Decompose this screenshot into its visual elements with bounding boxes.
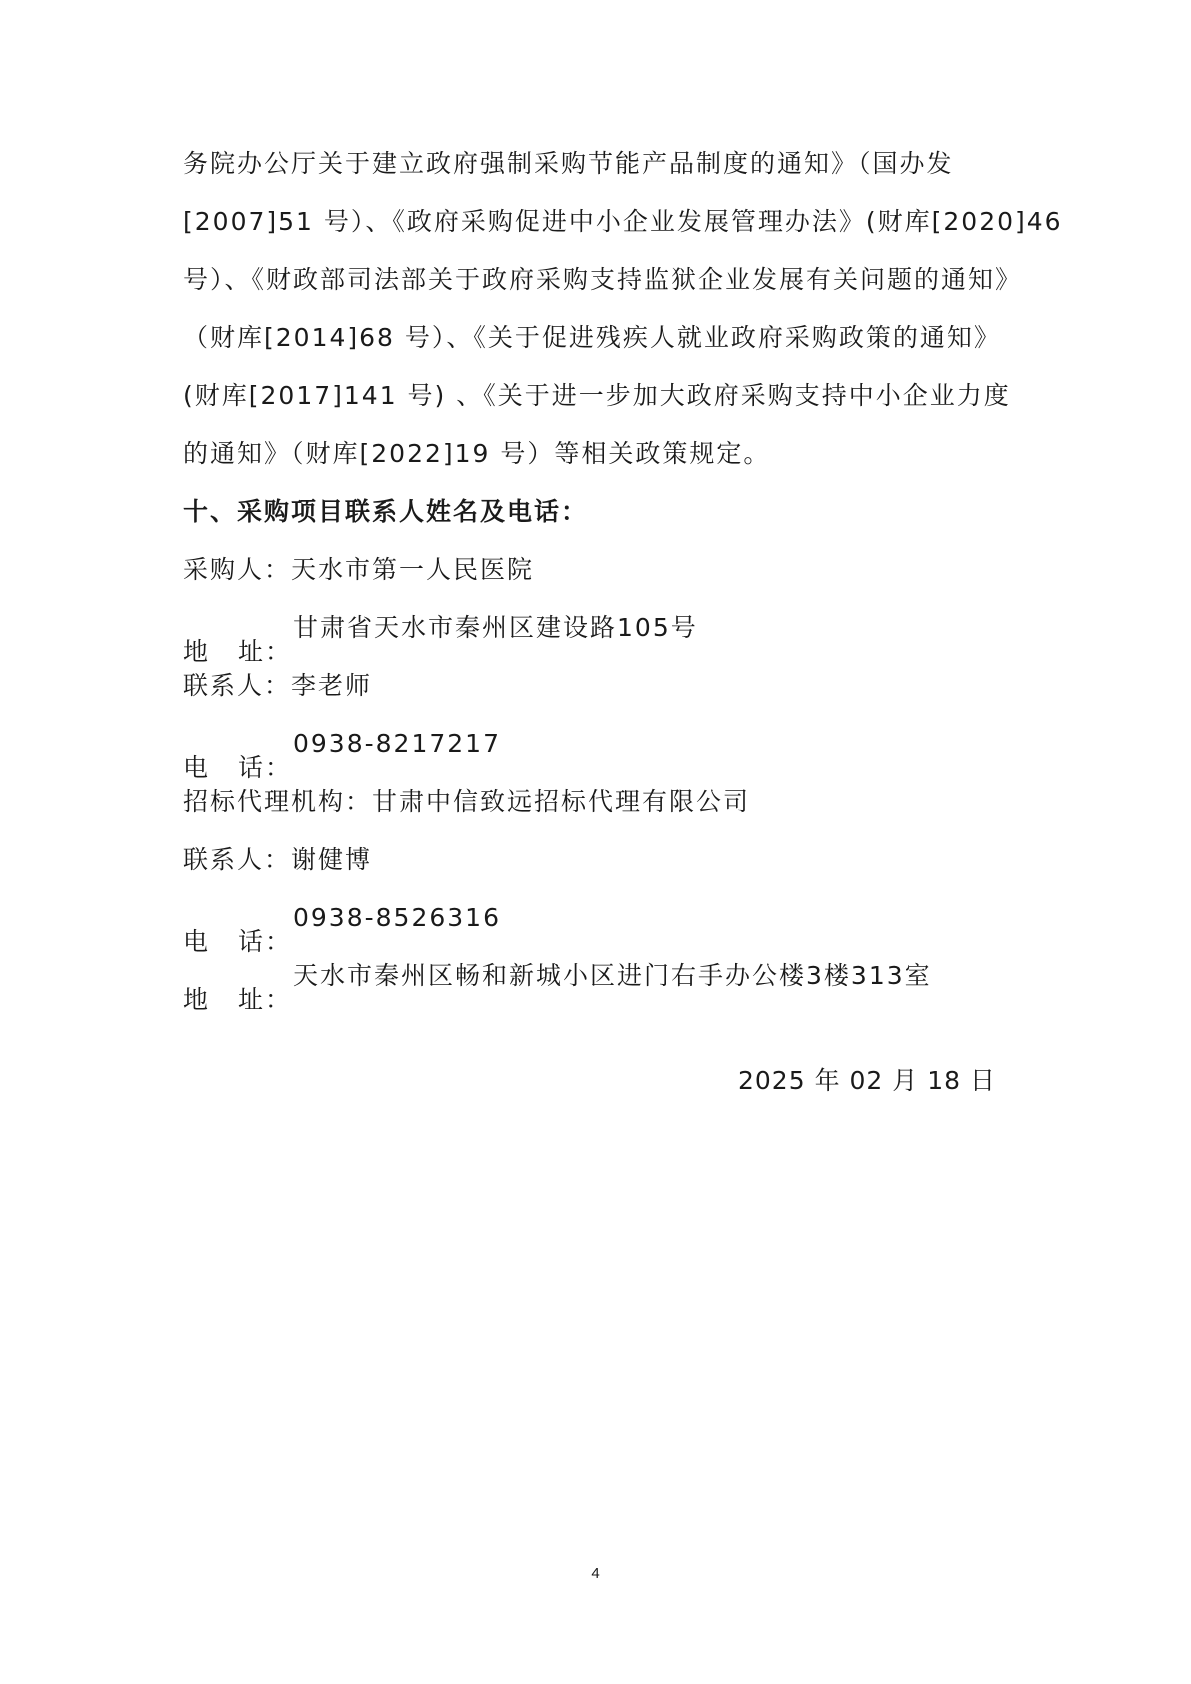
- agency-phone-row: [183, 902, 501, 956]
- body-line-2: [2007]51 号）、《政府采购促进中小企业发展管理办法》(财库[2020]46: [183, 207, 1063, 236]
- purchaser-address: 甘肃省天水市秦州区建设路105号: [293, 613, 698, 642]
- agency-phone-label-colon: ：: [265, 927, 293, 956]
- purchaser-label: 采购人：: [183, 555, 292, 584]
- phone-label-char-2: 话: [238, 753, 266, 782]
- agency-phone-label-char-1: 电: [183, 927, 211, 956]
- phone-label-char-1: 电: [183, 753, 211, 782]
- agency-phone: 0938-8526316: [293, 903, 501, 932]
- address-label-char-2: 址: [238, 637, 266, 666]
- agency-address-label-char-1: 地: [183, 985, 211, 1014]
- agency-name: 甘肃中信致远招标代理有限公司: [372, 787, 751, 816]
- body-line-3: 号）、《财政部司法部关于政府采购支持监狱企业发展有关问题的通知》: [183, 265, 1023, 294]
- agency-phone-label-char-2: 话: [238, 927, 266, 956]
- purchaser-contact: 李老师: [291, 671, 373, 700]
- purchaser-phone-row: [183, 728, 501, 782]
- purchaser-row: [183, 554, 534, 586]
- purchaser-contact-row: [183, 670, 372, 702]
- phone-label-colon: ：: [265, 753, 293, 782]
- address-label-char-1: 地: [183, 637, 211, 666]
- agency-contact-row: [183, 844, 372, 876]
- body-line-4: （财库[2014]68 号）、《关于促进残疾人就业政府采购政策的通知》: [183, 323, 1001, 352]
- agency-contact: 谢健博: [291, 845, 373, 874]
- agency-row: [183, 786, 750, 818]
- page-number: 4: [591, 1565, 600, 1582]
- body-line-6: 的通知》（财库[2022]19 号）等相关政策规定。: [183, 439, 771, 468]
- section-heading: 十、采购项目联系人姓名及电话：: [183, 497, 589, 526]
- address-label-colon: ：: [265, 637, 293, 666]
- document-date: 2025 年 02 月 18 日: [738, 1066, 996, 1095]
- agency-address-row: [183, 960, 932, 1014]
- agency-label: 招标代理机构：: [183, 787, 373, 816]
- agency-contact-label: 联系人：: [183, 845, 292, 874]
- purchaser-address-row: [183, 612, 698, 666]
- agency-address-label-char-2: 址: [238, 985, 266, 1014]
- purchaser-name: 天水市第一人民医院: [291, 555, 535, 584]
- purchaser-phone: 0938-8217217: [293, 729, 501, 758]
- contact-label: 联系人：: [183, 671, 292, 700]
- agency-address: 天水市秦州区畅和新城小区进门右手办公楼3楼313室: [293, 961, 932, 990]
- body-line-5: (财库[2017]141 号) 、《关于进一步加大政府采购支持中小企业力度: [183, 381, 1011, 410]
- body-line-1: 务院办公厅关于建立政府强制采购节能产品制度的通知》（国办发: [183, 149, 954, 178]
- agency-address-label-colon: ：: [265, 985, 293, 1014]
